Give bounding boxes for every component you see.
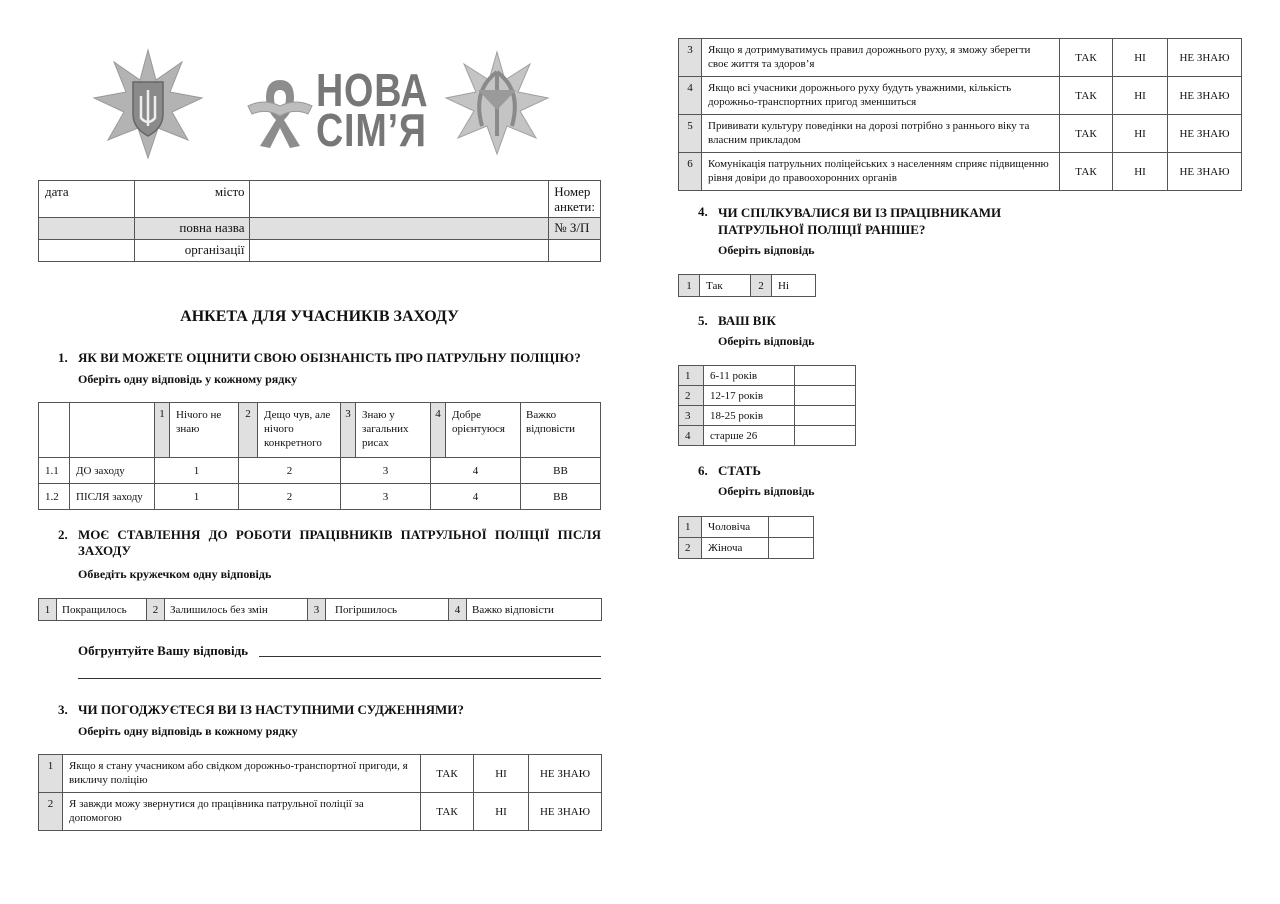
q2-justify-label: Обгрунтуйте Вашу відповідь — [78, 643, 249, 658]
q3-table-part2 — [678, 38, 1242, 191]
q4-instruction: Оберіть відповідь — [718, 243, 815, 257]
q5-option: 6-11 років — [704, 366, 795, 386]
list-item — [679, 386, 856, 406]
q4-title-line-1: ЧИ СПІЛКУВАЛИСЯ ВИ ІЗ ПРАЦІВНИКАМИ — [718, 205, 1002, 220]
q3-row-num: 2 — [39, 793, 63, 831]
q5-answer-box[interactable] — [795, 406, 856, 426]
q1-opt-label: Дещо чув, але нічого конкретного — [258, 403, 341, 458]
q1-opt-num: 4 — [431, 403, 446, 458]
q5-answer-box[interactable] — [795, 386, 856, 406]
table-row — [679, 153, 1242, 191]
q1-answer-cell[interactable]: 4 — [431, 484, 521, 510]
q3-row-text: Комунікація патрульних поліцейських з населенням сприяє підвищенню рівня довіри до правоохоронних органів — [702, 153, 1060, 191]
page-title: АНКЕТА ДЛЯ УЧАСНИКІВ ЗАХОДУ — [180, 308, 459, 325]
q1-row-label: ДО заходу — [70, 458, 155, 484]
date-label: дата — [39, 181, 135, 218]
q1-answer-cell[interactable]: 3 — [341, 458, 431, 484]
q1-table — [38, 402, 601, 510]
q1-instruction: Оберіть одну відповідь у кожному рядку — [78, 372, 298, 386]
q4-options-table — [678, 274, 816, 297]
q3-yes[interactable]: ТАК — [1060, 39, 1113, 77]
q6-answer-box[interactable] — [769, 517, 814, 538]
q3-dunno[interactable]: НЕ ЗНАЮ — [1168, 115, 1242, 153]
nova-simya-logo-text — [316, 64, 429, 156]
q6-option: Жіноча — [702, 538, 769, 559]
table-row — [39, 793, 602, 831]
q3-yes[interactable]: ТАК — [1060, 153, 1113, 191]
q4-option[interactable]: Так — [700, 275, 751, 297]
q1-answer-cell[interactable]: 2 — [239, 484, 341, 510]
q6-instruction: Оберіть відповідь — [718, 484, 815, 498]
q2-option[interactable]: Залишилось без змін — [165, 599, 308, 621]
q3-yes[interactable]: ТАК — [421, 755, 474, 793]
table-row — [39, 484, 601, 510]
q1-opt-label: Нічого не знаю — [170, 403, 239, 458]
list-item — [679, 517, 814, 538]
q4-option[interactable]: Ні — [772, 275, 816, 297]
q1-opt-label: Знаю у загальних рисах — [356, 403, 431, 458]
q1-header-blank-2 — [70, 403, 155, 458]
q1-row-label: ПІСЛЯ заходу — [70, 484, 155, 510]
q3-dunno[interactable]: НЕ ЗНАЮ — [529, 793, 602, 831]
list-item — [679, 426, 856, 446]
q3-yes[interactable]: ТАК — [421, 793, 474, 831]
ribbon-hands-icon — [246, 70, 314, 150]
table-row — [679, 39, 1242, 77]
q3-no[interactable]: НІ — [1113, 77, 1168, 115]
q3-row-text: Прививати культуру поведінки на дорозі потрібно з раннього віку та власним прикладом — [702, 115, 1060, 153]
q3-no[interactable]: НІ — [1113, 115, 1168, 153]
q1-opt-label: Добре орієнтуюся — [446, 403, 521, 458]
q6-title: СТАТЬ — [718, 463, 761, 478]
q2-option[interactable]: Важко відповісти — [467, 599, 602, 621]
q3-no[interactable]: НІ — [474, 755, 529, 793]
q3-row-num: 3 — [679, 39, 702, 77]
table-row — [679, 77, 1242, 115]
q4-title-line-2: ПАТРУЛЬНОЇ ПОЛІЦІЇ РАНІШЕ? — [718, 222, 926, 237]
q6-options-table — [678, 516, 814, 559]
q2-opt-num: 4 — [449, 599, 467, 621]
q2-justify-line-1[interactable] — [259, 656, 601, 657]
q5-number: 5. — [698, 313, 708, 328]
q2-title: МОЄ СТАВЛЕННЯ ДО РОБОТИ ПРАЦІВНИКІВ ПАТРУЛЬНОЇ ПОЛІЦІЇ ПІСЛЯ ЗАХОДУ — [78, 527, 601, 558]
logo-line-1: НОВА — [316, 64, 429, 116]
q1-answer-cell[interactable]: ВВ — [521, 484, 601, 510]
q3-row-num: 4 — [679, 77, 702, 115]
q1-answer-cell[interactable]: 4 — [431, 458, 521, 484]
q5-answer-box[interactable] — [795, 426, 856, 446]
q3-no[interactable]: НІ — [474, 793, 529, 831]
q3-row-text: Якщо я дотримуватимусь правил дорожнього руху, я зможу зберегти своє життя та здоров’я — [702, 39, 1060, 77]
q3-dunno[interactable]: НЕ ЗНАЮ — [1168, 77, 1242, 115]
q3-no[interactable]: НІ — [1113, 39, 1168, 77]
q3-row-text: Якщо всі учасники дорожнього руху будуть уважними, кількість дорожньо-транспортних пригод зменшиться — [702, 77, 1060, 115]
org-name-field[interactable] — [249, 218, 549, 240]
org-label-2: організації — [134, 240, 249, 262]
police-star-emblem-left — [92, 48, 204, 160]
q4-opt-num: 1 — [679, 275, 700, 297]
q2-opt-num: 1 — [39, 599, 57, 621]
q5-option: 12-17 років — [704, 386, 795, 406]
q3-dunno[interactable]: НЕ ЗНАЮ — [1168, 39, 1242, 77]
logo-line-2: СІМ’Я — [316, 104, 427, 156]
q5-opt-num: 3 — [679, 406, 704, 426]
q2-options-table — [38, 598, 602, 621]
table-row — [39, 755, 602, 793]
police-star-emblem-right — [444, 50, 550, 156]
q2-justify-line-2[interactable] — [78, 678, 601, 679]
org-row2-spacer — [39, 240, 135, 262]
q2-opt-num: 2 — [147, 599, 165, 621]
org-row-spacer — [39, 218, 135, 240]
q3-number: 3. — [58, 702, 68, 717]
org-name-field-2[interactable] — [249, 240, 549, 262]
q1-answer-cell[interactable]: 1 — [155, 484, 239, 510]
q4-title — [718, 204, 1001, 238]
header-table — [38, 180, 601, 262]
q2-instruction: Обведіть кружечком одну відповідь — [78, 567, 272, 581]
q3-row-num: 5 — [679, 115, 702, 153]
q1-opt-num: 1 — [155, 403, 170, 458]
q3-row-num: 1 — [39, 755, 63, 793]
q5-options-table — [678, 365, 856, 446]
q6-opt-num: 2 — [679, 538, 702, 559]
table-row — [679, 115, 1242, 153]
list-item — [679, 538, 814, 559]
q1-title: ЯК ВИ МОЖЕТЕ ОЦІНИТИ СВОЮ ОБІЗНАНІСТЬ ПРО ПАТРУЛЬНУ ПОЛІЦІЮ? — [78, 350, 581, 365]
q3-table-part1 — [38, 754, 602, 831]
q2-opt-num: 3 — [308, 599, 326, 621]
q1-opt-num: 2 — [239, 403, 258, 458]
q2-option[interactable]: Погіршилось — [326, 599, 449, 621]
q4-number: 4. — [698, 204, 708, 219]
q1-answer-cell[interactable]: 3 — [341, 484, 431, 510]
q3-yes[interactable]: ТАК — [1060, 77, 1113, 115]
q3-instruction: Оберіть одну відповідь в кожному рядку — [78, 724, 298, 738]
q4-opt-num: 2 — [751, 275, 772, 297]
number-label: № З/П — [549, 218, 601, 240]
q2-option[interactable]: Покращилось — [57, 599, 147, 621]
q3-row-text: Я завжди можу звернутися до працівника патрульної поліції за допомогою — [63, 793, 421, 831]
form-number-label: Номер анкети: — [549, 181, 601, 218]
list-item — [679, 406, 856, 426]
q5-opt-num: 2 — [679, 386, 704, 406]
number-field[interactable] — [549, 240, 601, 262]
q5-option: 18-25 років — [704, 406, 795, 426]
q5-title: ВАШ ВІК — [718, 313, 776, 328]
q5-answer-box[interactable] — [795, 366, 856, 386]
q1-hard-label: Важко відповісти — [521, 403, 601, 458]
q5-opt-num: 1 — [679, 366, 704, 386]
q3-dunno[interactable]: НЕ ЗНАЮ — [529, 755, 602, 793]
q3-no[interactable]: НІ — [1113, 153, 1168, 191]
list-item — [679, 366, 856, 386]
q3-dunno[interactable]: НЕ ЗНАЮ — [1168, 153, 1242, 191]
q6-opt-num: 1 — [679, 517, 702, 538]
org-label-1: повна назва — [134, 218, 249, 240]
q1-number: 1. — [58, 350, 68, 365]
q1-answer-cell[interactable]: ВВ — [521, 458, 601, 484]
q3-row-text: Якщо я стану учасником або свідком дорожньо-транспортної пригоди, я викличу поліцію — [63, 755, 421, 793]
city-label: місто — [134, 181, 249, 218]
city-field[interactable] — [249, 181, 549, 218]
table-row — [39, 458, 601, 484]
q3-yes[interactable]: ТАК — [1060, 115, 1113, 153]
q1-answer-cell[interactable]: 1 — [155, 458, 239, 484]
q6-answer-box[interactable] — [769, 538, 814, 559]
q1-row-num: 1.1 — [39, 458, 70, 484]
q5-instruction: Оберіть відповідь — [718, 334, 815, 348]
q5-opt-num: 4 — [679, 426, 704, 446]
q1-header-blank-1 — [39, 403, 70, 458]
q1-opt-num: 3 — [341, 403, 356, 458]
q2-number: 2. — [58, 527, 68, 542]
q3-title: ЧИ ПОГОДЖУЄТЕСЯ ВИ ІЗ НАСТУПНИМИ СУДЖЕННЯМИ? — [78, 702, 464, 717]
q6-number: 6. — [698, 463, 708, 478]
q1-answer-cell[interactable]: 2 — [239, 458, 341, 484]
q5-option: старше 26 — [704, 426, 795, 446]
q3-row-num: 6 — [679, 153, 702, 191]
q6-option: Чоловіча — [702, 517, 769, 538]
q1-row-num: 1.2 — [39, 484, 70, 510]
